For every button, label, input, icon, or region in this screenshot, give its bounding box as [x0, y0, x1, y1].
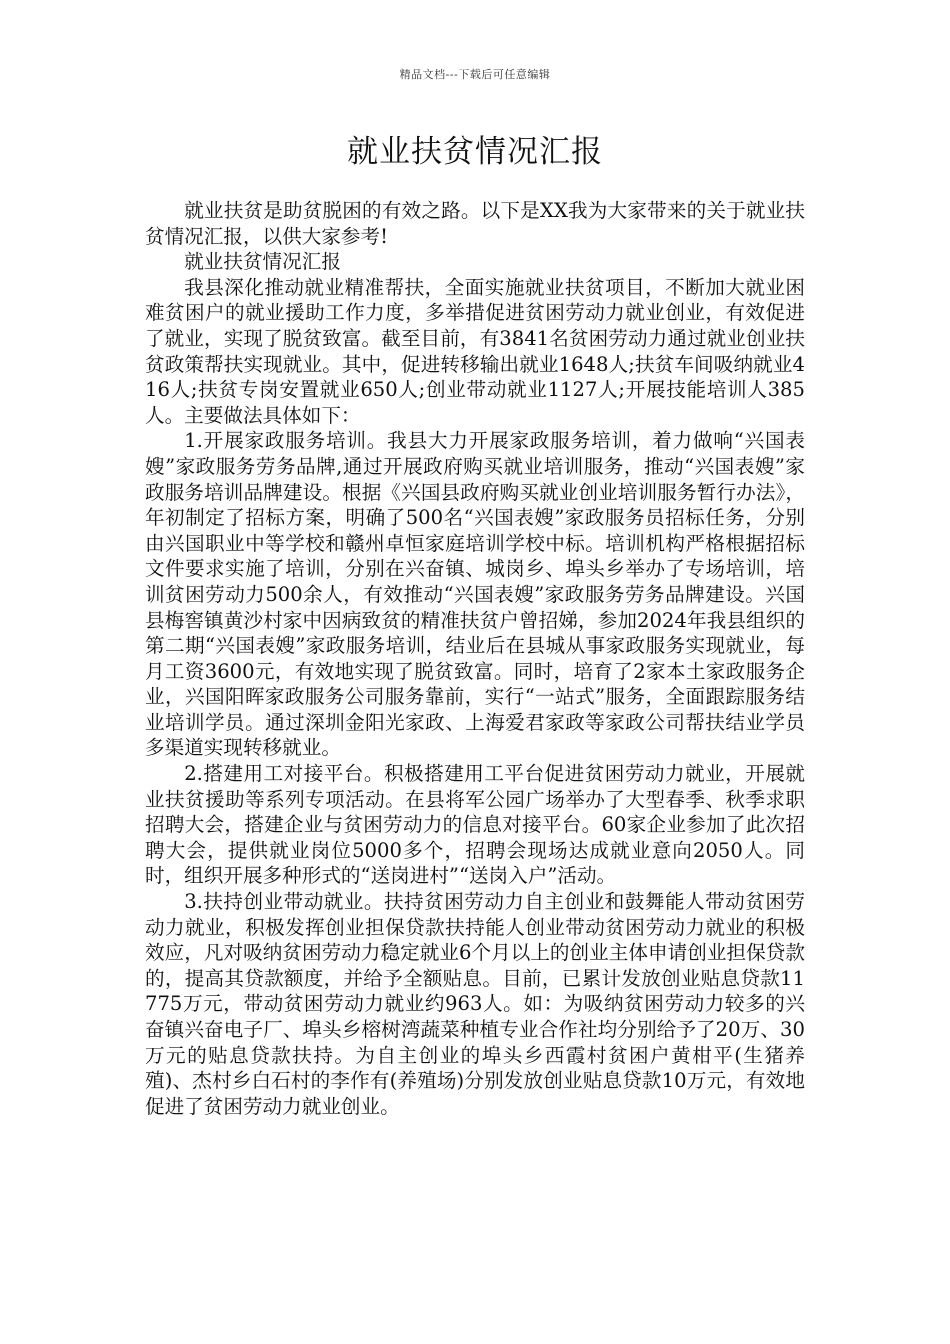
intro-paragraph: 就业扶贫是助贫脱困的有效之路。以下是XX我为大家带来的关于就业扶贫情况汇报，以供大家参考! — [145, 199, 805, 248]
item-1-paragraph: 1.开展家政服务培训。我县大力开展家政服务培训，着力做响“兴国表嫂”家政服务劳务品牌,通过开展政府购买就业培训服务，推动“兴国表嫂”家政服务培训品牌建设。根据《兴国县政府购买就业创业培训服务暂行办法》，年初制定了招标方案，明确了500名“兴国表嫂”家政服务员招标任务，分别由兴国职业中等学校和赣州卓恒家庭培训学校中标。培训机构严格根据招标文件要求实施了培训，分别在兴奋镇、城岗乡、埠头乡举办了专场培训，培训贫困劳动力500余人，有效推动“兴国表嫂”家政服务劳务品牌建设。兴国县梅窖镇黄沙村家中因病致贫的精准扶贫户曾招娣，参加2024年我县组织的第二期“兴国表嫂”家政服务培训，结业后在县城从事家政服务实现就业，每月工资3600元，有效地实现了脱贫致富。同时，培育了2家本土家政服务企业，兴国阳晖家政服务公司服务靠前，实行“一站式”服务，全面跟踪服务结业培训学员。通过深圳金阳光家政、上海爱君家政等家政公司帮扶结业学员多渠道实现转移就业。 — [145, 429, 805, 760]
item-3-paragraph: 3.扶持创业带动就业。扶持贫困劳动力自主创业和鼓舞能人带动贫困劳动力就业，积极发挥创业担保贷款扶持能人创业带动贫困劳动力就业的积极效应，凡对吸纳贫困劳动力稳定就业6个月以上的创业主体申请创业担保贷款的，提高其贷款额度，并给予全额贴息。目前，已累计发放创业贴息贷款11775万元，带动贫困劳动力就业约963人。如：为吸纳贫困劳动力较多的兴奋镇兴奋电子厂、埠头乡榕树湾蔬菜种植专业合作社均分别给予了20万、30万元的贴息贷款扶持。为自主创业的埠头乡西霞村贫困户黄柑平(生猪养殖)、杰村乡白石村的李作有(养殖场)分别发放创业贴息贷款10万元，有效地促进了贫困劳动力就业创业。 — [145, 890, 805, 1118]
document-title: 就业扶贫情况汇报 — [347, 134, 603, 170]
document-body — [145, 198, 805, 1119]
page-header-note: 精品文档---下载后可任意编辑 — [399, 68, 551, 81]
summary-paragraph: 我县深化推动就业精准帮扶，全面实施就业扶贫项目，不断加大就业困难贫困户的就业援助工作力度，多举措促进贫困劳动力就业创业，有效促进了就业，实现了脱贫致富。截至目前，有3841名贫困劳动力通过就业创业扶贫政策帮扶实现就业。其中，促进转移输出就业1648人;扶贫车间吸纳就业416人;扶贫专岗安置就业650人;创业带动就业1127人;开展技能培训人385人。主要做法具体如下： — [145, 275, 805, 427]
section-heading: 就业扶贫情况汇报 — [184, 250, 341, 274]
item-2-paragraph: 2.搭建用工对接平台。积极搭建用工平台促进贫困劳动力就业，开展就业扶贫援助等系列专项活动。在县将军公园广场举办了大型春季、秋季求职招聘大会，搭建企业与贫困劳动力的信息对接平台。60家企业参加了此次招聘大会，提供就业岗位5000多个，招聘会现场达成就业意向2050人。同时，组织开展多种形式的“送岗进村”“送岗入户”活动。 — [145, 762, 805, 888]
